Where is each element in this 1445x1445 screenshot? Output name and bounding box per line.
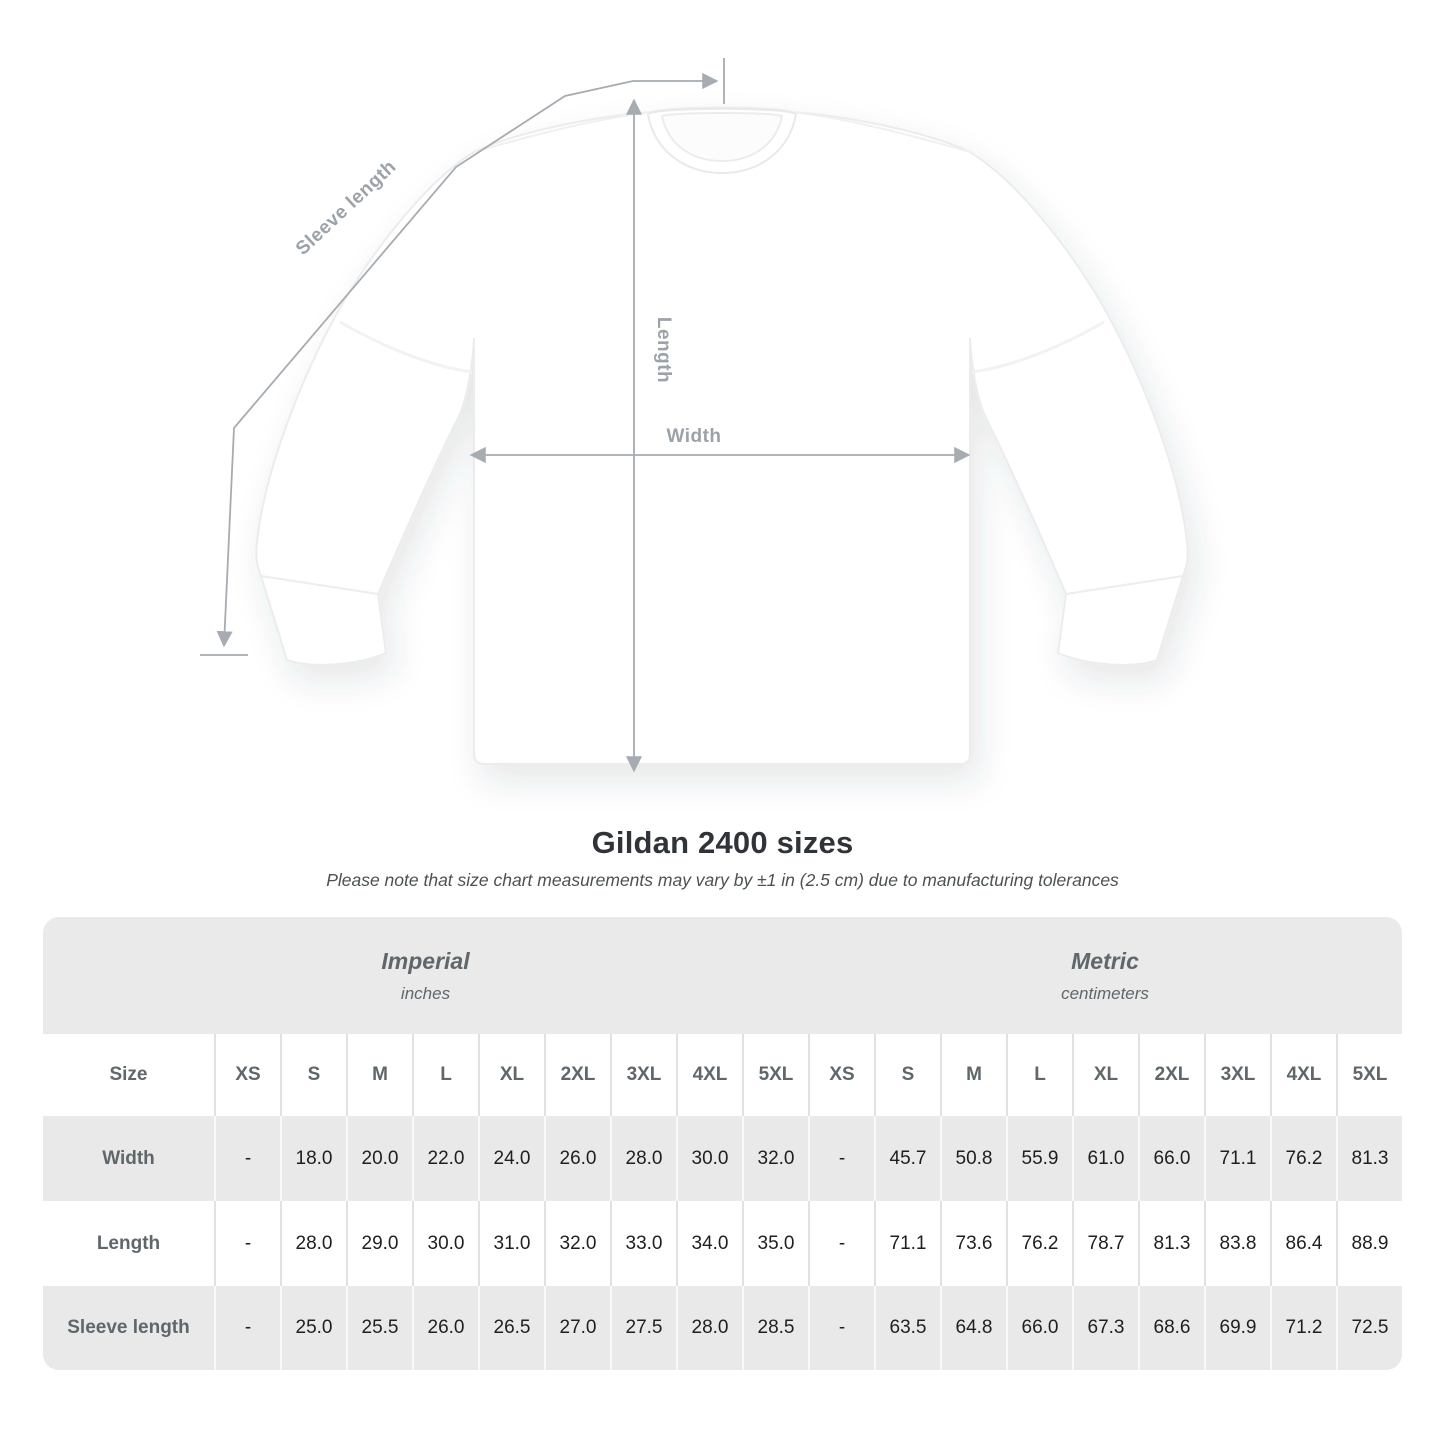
value-cell-imperial: 25.5 [346, 1286, 412, 1370]
unit-group-title: Metric [1071, 947, 1139, 974]
unit-group-imperial [43, 917, 808, 1034]
value-cell-metric: - [808, 1201, 874, 1286]
value-cell-imperial: - [214, 1201, 280, 1286]
value-cell-metric: 61.0 [1072, 1116, 1138, 1201]
size-header-imperial-s: S [280, 1034, 346, 1116]
value-cell-imperial: 28.0 [676, 1286, 742, 1370]
value-cell-metric: 83.8 [1204, 1201, 1270, 1286]
value-cell-imperial: 34.0 [676, 1201, 742, 1286]
value-cell-imperial: 30.0 [412, 1201, 478, 1286]
value-cell-imperial: 29.0 [346, 1201, 412, 1286]
value-cell-metric: - [808, 1116, 874, 1201]
page-title: Gildan 2400 sizes [591, 825, 854, 860]
value-cell-imperial: 24.0 [478, 1116, 544, 1201]
value-cell-metric: 81.3 [1336, 1116, 1402, 1201]
row-label: Width [43, 1116, 214, 1201]
long-sleeve-shirt-illustration [256, 108, 1188, 765]
value-cell-metric: 55.9 [1006, 1116, 1072, 1201]
shirt-body [256, 108, 1188, 765]
value-cell-metric: 45.7 [874, 1116, 940, 1201]
value-cell-metric: 66.0 [1138, 1116, 1204, 1201]
value-cell-metric: 50.8 [940, 1116, 1006, 1201]
size-header-imperial-4xl: 4XL [676, 1034, 742, 1116]
size-header-imperial-l: L [412, 1034, 478, 1116]
size-chart-heading [0, 825, 1445, 891]
unit-group-title: Imperial [381, 947, 470, 974]
sleeve-length-label: Sleeve length [291, 156, 401, 260]
size-header-metric-5xl: 5XL [1336, 1034, 1402, 1116]
size-header-metric-xs: XS [808, 1034, 874, 1116]
size-header-metric-s: S [874, 1034, 940, 1116]
unit-group-unit: inches [400, 983, 451, 1003]
value-cell-metric: 68.6 [1138, 1286, 1204, 1370]
value-cell-imperial: 31.0 [478, 1201, 544, 1286]
page-subtitle: Please note that size chart measurements may vary by ±1 in (2.5 cm) due to manufacturing tolerances [326, 870, 1119, 890]
size-table-panel [43, 917, 1402, 1370]
value-cell-metric: 86.4 [1270, 1201, 1336, 1286]
value-cell-imperial: - [214, 1286, 280, 1370]
value-cell-imperial: 32.0 [742, 1116, 808, 1201]
value-cell-metric: 71.1 [874, 1201, 940, 1286]
width-label: Width [666, 426, 722, 447]
row-label: Sleeve length [43, 1286, 214, 1370]
size-header-metric-3xl: 3XL [1204, 1034, 1270, 1116]
value-cell-imperial: 18.0 [280, 1116, 346, 1201]
size-corner-header: Size [43, 1034, 214, 1116]
size-header-metric-m: M [940, 1034, 1006, 1116]
unit-group-unit: centimeters [1061, 983, 1149, 1003]
size-header-metric-4xl: 4XL [1270, 1034, 1336, 1116]
size-header-imperial-m: M [346, 1034, 412, 1116]
value-cell-imperial: - [214, 1116, 280, 1201]
size-header-imperial-3xl: 3XL [610, 1034, 676, 1116]
value-cell-metric: 67.3 [1072, 1286, 1138, 1370]
value-cell-metric: 63.5 [874, 1286, 940, 1370]
size-header-metric-2xl: 2XL [1138, 1034, 1204, 1116]
unit-group-metric [808, 917, 1402, 1034]
value-cell-metric: 76.2 [1270, 1116, 1336, 1201]
value-cell-imperial: 35.0 [742, 1201, 808, 1286]
value-cell-metric: 64.8 [940, 1286, 1006, 1370]
value-cell-metric: 66.0 [1006, 1286, 1072, 1370]
value-cell-imperial: 32.0 [544, 1201, 610, 1286]
value-cell-metric: 73.6 [940, 1201, 1006, 1286]
size-header-metric-l: L [1006, 1034, 1072, 1116]
value-cell-metric: 72.5 [1336, 1286, 1402, 1370]
value-cell-imperial: 28.5 [742, 1286, 808, 1370]
value-cell-imperial: 22.0 [412, 1116, 478, 1201]
value-cell-metric: 78.7 [1072, 1201, 1138, 1286]
size-header-metric-xl: XL [1072, 1034, 1138, 1116]
value-cell-metric: 76.2 [1006, 1201, 1072, 1286]
size-header-imperial-xs: XS [214, 1034, 280, 1116]
value-cell-imperial: 28.0 [280, 1201, 346, 1286]
value-cell-imperial: 27.0 [544, 1286, 610, 1370]
length-label: Length [653, 316, 674, 384]
value-cell-metric: 69.9 [1204, 1286, 1270, 1370]
value-cell-metric: - [808, 1286, 874, 1370]
size-header-imperial-xl: XL [478, 1034, 544, 1116]
value-cell-imperial: 20.0 [346, 1116, 412, 1201]
value-cell-metric: 81.3 [1138, 1201, 1204, 1286]
size-table [43, 917, 1402, 1370]
value-cell-imperial: 26.5 [478, 1286, 544, 1370]
value-cell-imperial: 27.5 [610, 1286, 676, 1370]
value-cell-metric: 71.1 [1204, 1116, 1270, 1201]
size-header-imperial-5xl: 5XL [742, 1034, 808, 1116]
value-cell-imperial: 33.0 [610, 1201, 676, 1286]
value-cell-imperial: 25.0 [280, 1286, 346, 1370]
row-label: Length [43, 1201, 214, 1286]
value-cell-metric: 88.9 [1336, 1201, 1402, 1286]
value-cell-imperial: 26.0 [412, 1286, 478, 1370]
value-cell-imperial: 30.0 [676, 1116, 742, 1201]
value-cell-imperial: 26.0 [544, 1116, 610, 1201]
value-cell-metric: 71.2 [1270, 1286, 1336, 1370]
size-header-imperial-2xl: 2XL [544, 1034, 610, 1116]
value-cell-imperial: 28.0 [610, 1116, 676, 1201]
